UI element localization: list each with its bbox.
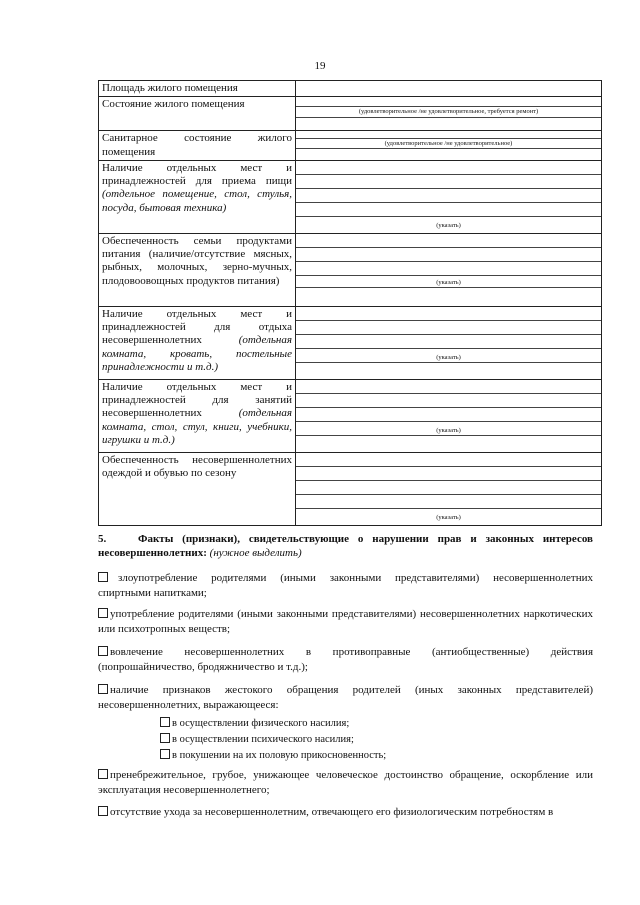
answer-line[interactable] (296, 307, 601, 321)
row-label: Обеспеченность семьи продуктами питания (наличие/отсутствие мясных, рыбных, молочных, зерно-мучных, плодовоовощных продуктов питания) (99, 233, 296, 306)
answer-line[interactable] (296, 248, 601, 262)
row-label-examples: (отдельная комната, кровать, постельные принадлежности и т.д.) (102, 334, 292, 374)
answer-cell[interactable] (296, 452, 602, 525)
row-label-text: Наличие отдельных мест и принадлежностей для приема пищи (102, 161, 292, 188)
row-label: Состояние жилого помещения (99, 97, 296, 131)
page-number: 19 (314, 60, 326, 72)
checkbox[interactable] (98, 684, 108, 694)
answer-line[interactable] (296, 321, 601, 335)
answer-line[interactable] (296, 118, 601, 128)
answer-cell[interactable] (296, 306, 602, 379)
list-item (98, 645, 593, 674)
answer-line[interactable] (296, 363, 601, 377)
checkbox[interactable] (160, 749, 170, 759)
table-row (99, 306, 602, 379)
answer-cell[interactable] (296, 233, 602, 306)
checkbox[interactable] (160, 733, 170, 743)
item-text: наличие признаков жестокого обращения родителей (иных законных представителей) несовершеннолетних, выражающееся: (98, 684, 593, 711)
table-row (99, 452, 602, 525)
table-row (99, 233, 602, 306)
sub-item-text: в покушении на их половую прикосновенность; (172, 750, 387, 761)
answer-line[interactable] (296, 335, 601, 349)
table-row (99, 81, 602, 97)
answer-line[interactable] (296, 97, 601, 107)
answer-line[interactable] (296, 495, 601, 509)
field-hint: (указать) (436, 513, 461, 521)
answer-line[interactable] (296, 481, 601, 495)
answer-cell[interactable] (296, 97, 602, 131)
answer-line[interactable] (296, 234, 601, 248)
row-label: Площадь жилого помещения (99, 81, 296, 97)
checkbox[interactable] (160, 717, 170, 727)
item-text: употребление родителями (иными законными представителями) несовершеннолетних наркотических или психотропных веществ; (98, 608, 593, 635)
answer-line[interactable] (296, 394, 601, 408)
row-label (99, 306, 296, 379)
item-text: пренебрежительное, грубое, унижающее человеческое достоинство обращение, оскорбление или эксплуатация несовершеннолетнего; (98, 769, 593, 796)
section-5-title (98, 532, 593, 560)
row-label: Санитарное состояние жилого помещения (99, 131, 296, 161)
checkbox[interactable] (98, 646, 108, 656)
sub-item-text: в осуществлении физического насилия; (172, 718, 350, 729)
sub-list-item (160, 717, 349, 730)
field-hint: (удовлетворительное /не удовлетворительное, требуется ремонт) (296, 107, 601, 118)
table-row (99, 160, 602, 233)
answer-line[interactable] (296, 408, 601, 422)
section-heading: Факты (признаки), свидетельствующие о нарушении прав и законных интересов несовершеннолетних: (98, 533, 593, 559)
checkbox[interactable] (98, 806, 108, 816)
field-hint: (указать) (436, 221, 461, 229)
item-text: отсутствие ухода за несовершеннолетним, отвечающего его физиологическим потребностям в (110, 806, 554, 818)
answer-cell[interactable] (296, 379, 602, 452)
answer-line[interactable] (296, 262, 601, 276)
row-label-text: Наличие отдельных мест и принадлежностей для отдыха несовершеннолетних (102, 307, 292, 347)
item-text: вовлечение несовершеннолетних в противоправные (антиобщественные) действия (попрошайничество, бродяжничество и т.д.); (98, 646, 593, 673)
list-item (98, 683, 593, 712)
sub-list-item (160, 733, 354, 746)
answer-line[interactable] (296, 453, 601, 467)
row-label: Обеспеченность несовершеннолетних одеждой и обувью по сезону (99, 452, 296, 525)
field-hint: (указать) (296, 276, 601, 288)
answer-line[interactable] (296, 189, 601, 203)
answer-line[interactable] (296, 288, 601, 304)
answer-line[interactable] (296, 149, 601, 157)
list-item (98, 607, 593, 636)
row-label-examples: (отдельное помещение, стол, стулья, посуда, бытовая техника) (102, 188, 292, 214)
row-label (99, 160, 296, 233)
table-row (99, 97, 602, 131)
field-hint: (указать) (296, 422, 601, 436)
field-hint: (удовлетворительное /не удовлетворительное) (296, 139, 601, 149)
sub-item-text: в осуществлении психического насилия; (172, 734, 354, 745)
list-item (98, 805, 593, 820)
answer-cell[interactable] (296, 131, 602, 161)
checkbox[interactable] (98, 769, 108, 779)
answer-cell[interactable] (296, 160, 602, 233)
answer-line[interactable] (296, 161, 601, 175)
answer-cell[interactable] (296, 81, 602, 97)
section-number: 5. (98, 533, 107, 545)
section-note: (нужное выделить) (209, 547, 302, 559)
table-row (99, 379, 602, 452)
table-row (99, 131, 602, 161)
list-item (98, 768, 593, 797)
answer-line[interactable] (296, 203, 601, 217)
living-conditions-table (98, 80, 602, 526)
answer-line[interactable] (296, 436, 601, 450)
row-label-text: Наличие отдельных мест и принадлежностей для занятий несовершеннолетних (102, 380, 292, 420)
row-label (99, 379, 296, 452)
answer-line[interactable] (296, 131, 601, 139)
answer-line[interactable] (296, 380, 601, 394)
row-label-examples: (отдельная комната, стол, стул, книги, учебники, игрушки и т.д.) (102, 407, 292, 447)
answer-line[interactable] (296, 81, 601, 93)
checkbox[interactable] (98, 608, 108, 618)
answer-line[interactable] (296, 467, 601, 481)
answer-line[interactable] (296, 175, 601, 189)
checkbox[interactable] (98, 572, 108, 582)
field-hint: (указать) (296, 349, 601, 363)
item-text: злоупотребление родителями (иными законными представителями) несовершеннолетних спиртными напитками; (98, 572, 593, 599)
list-item (98, 571, 593, 600)
sub-list-item (160, 749, 386, 762)
